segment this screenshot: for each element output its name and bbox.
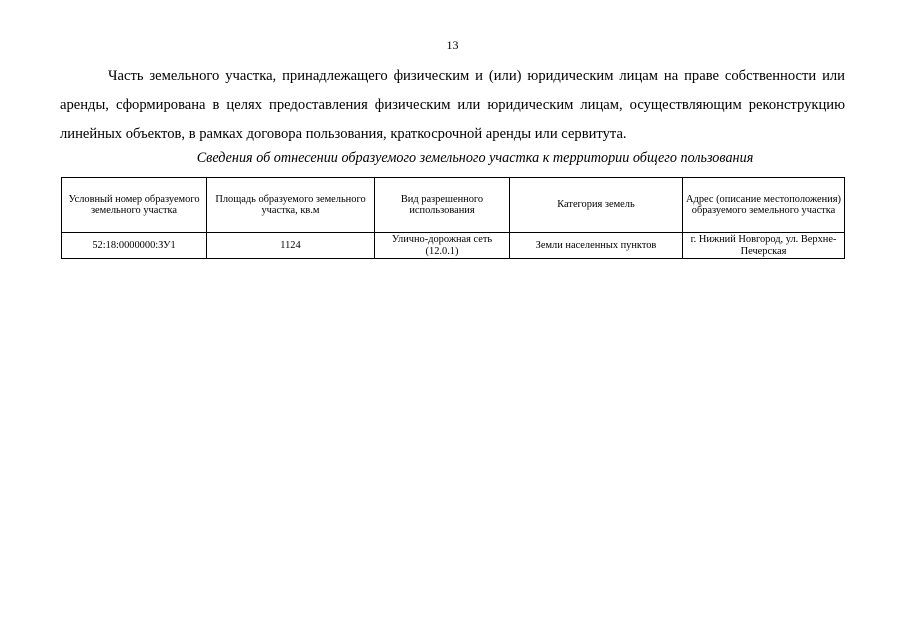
table-caption: Сведения об отнесении образуемого земельного участка к территории общего пользования — [196, 150, 754, 166]
header-plot-number: Условный номер образуемого земельного участка — [62, 178, 207, 233]
cell-permitted-use: Улично-дорожная сеть (12.0.1) — [375, 233, 510, 259]
cell-plot-number: 52:18:0000000:ЗУ1 — [62, 233, 207, 259]
page-number: 13 — [446, 38, 459, 52]
cell-plot-area: 1124 — [207, 233, 375, 259]
header-plot-area: Площадь образуемого земельного участка, кв.м — [207, 178, 375, 233]
cell-land-category: Земли населенных пунктов — [510, 233, 683, 259]
header-land-category: Категория земель — [510, 178, 683, 233]
cell-address: г. Нижний Новгород, ул. Верхне-Печерская — [683, 233, 845, 259]
body-paragraph: Часть земельного участка, принадлежащего физическим и (или) юридическим лицам на праве собственности или аренды, сформирована в целях предоставления физическим или юридическим лицам, осуществляющим реконструкцию линейных объектов, в рамках договора пользования, краткосрочной аренды или сервитута. — [60, 68, 845, 142]
land-plot-table — [61, 177, 845, 259]
header-permitted-use: Вид разрешенного использования — [375, 178, 510, 233]
table-header-row — [62, 178, 845, 233]
header-address: Адрес (описание местоположения) образуемого земельного участка — [683, 178, 845, 233]
table-row — [62, 233, 845, 259]
